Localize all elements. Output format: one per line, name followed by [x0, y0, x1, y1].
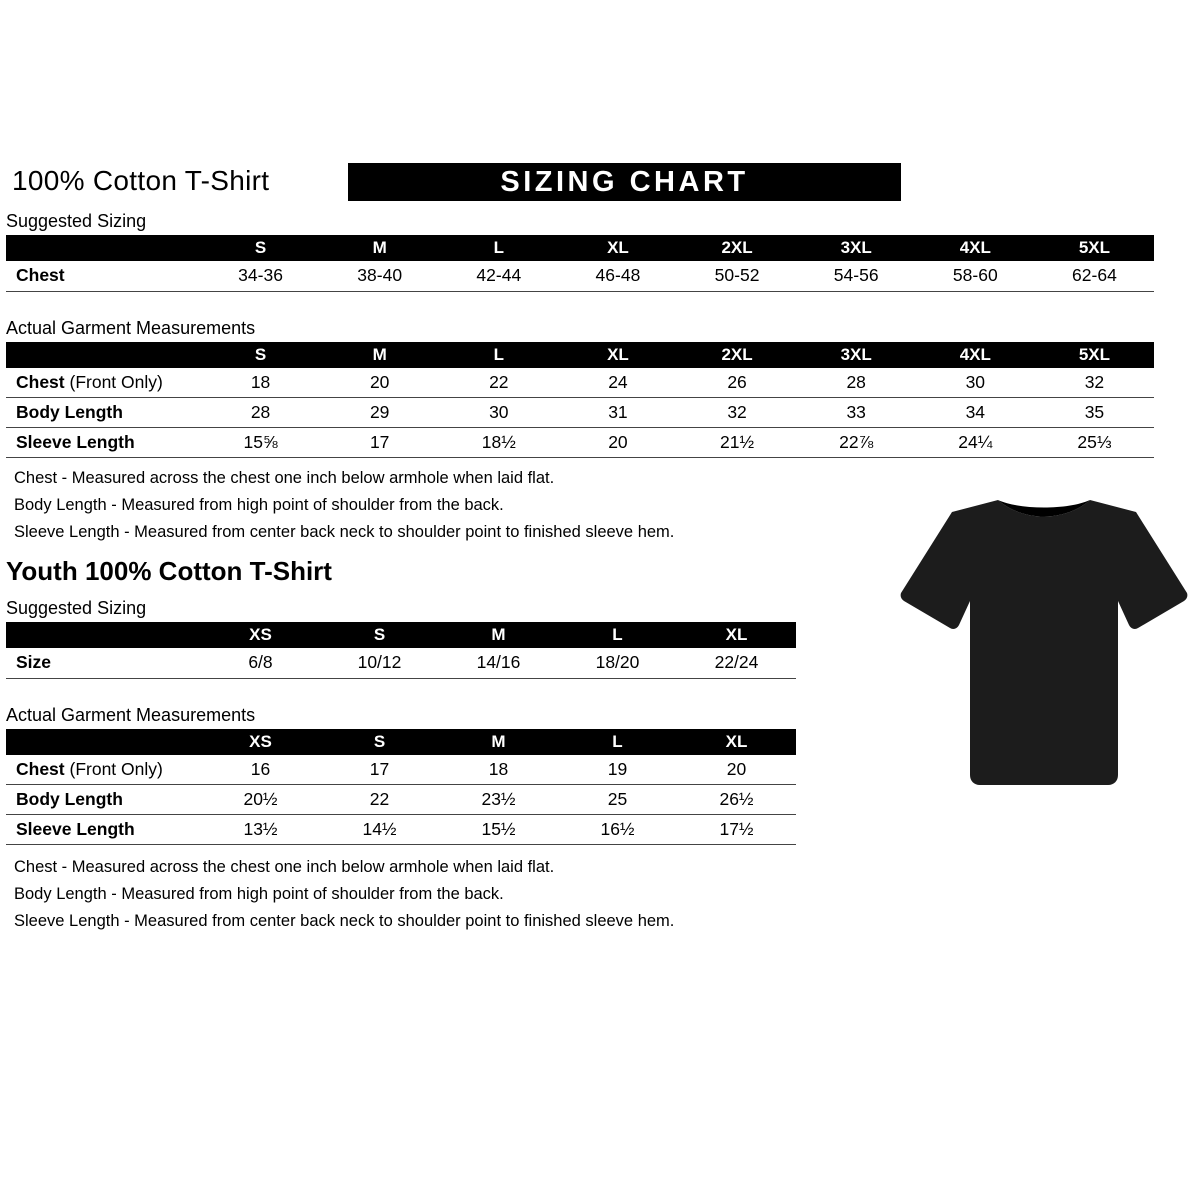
- size-column-header: S: [201, 342, 320, 368]
- table-header-row: [6, 729, 796, 755]
- measurement-cell: 20½: [201, 785, 320, 815]
- measurement-cell: 33: [797, 398, 916, 428]
- measurement-cell: 26½: [677, 785, 796, 815]
- measurement-cell: 32: [678, 398, 797, 428]
- row-label: Sleeve Length: [6, 428, 201, 458]
- youth-garment-measurements-table: [6, 729, 796, 846]
- measurement-cell: 23½: [439, 785, 558, 815]
- measurement-cell: 28: [797, 368, 916, 398]
- measurement-cell: 14½: [320, 815, 439, 845]
- row-label: Chest: [6, 261, 201, 291]
- table-row: [6, 428, 1154, 458]
- size-column-header: L: [439, 235, 558, 261]
- adult-garment-measurements-table: [6, 342, 1154, 459]
- tshirt-body-shape: [901, 500, 1188, 785]
- measurement-cell: 20: [320, 368, 439, 398]
- measurement-cell: 14/16: [439, 648, 558, 678]
- size-column-header: 2XL: [678, 342, 797, 368]
- measurement-cell: 6/8: [201, 648, 320, 678]
- measurement-cell: 26: [678, 368, 797, 398]
- adult-note-sleeve-length: Sleeve Length - Measured from center back neck to shoulder point to finished sleeve hem.: [14, 523, 675, 541]
- measurement-cell: 21½: [678, 428, 797, 458]
- measurement-cell: 58-60: [916, 261, 1035, 291]
- size-column-header: XL: [677, 729, 796, 755]
- size-column-header: M: [439, 729, 558, 755]
- table-row: [6, 368, 1154, 398]
- size-column-header: S: [201, 235, 320, 261]
- youth-note-sleeve-length: Sleeve Length - Measured from center back neck to shoulder point to finished sleeve hem.: [14, 912, 675, 930]
- measurement-cell: 30: [916, 368, 1035, 398]
- table-row: [6, 755, 796, 785]
- table-row: [6, 648, 796, 678]
- adult-suggested-sizing-label: Suggested Sizing: [6, 211, 147, 231]
- size-column-header: XL: [558, 342, 677, 368]
- row-label: Body Length: [6, 785, 201, 815]
- table-header-row: [6, 342, 1154, 368]
- youth-section-title: Youth 100% Cotton T-Shirt: [6, 556, 332, 586]
- measurement-cell: 42-44: [439, 261, 558, 291]
- measurement-cell: 62-64: [1035, 261, 1154, 291]
- row-label: Sleeve Length: [6, 815, 201, 845]
- size-column-header: L: [558, 729, 677, 755]
- measurement-cell: 25⅓: [1035, 428, 1154, 458]
- row-label: Body Length: [6, 398, 201, 428]
- size-column-header: XS: [201, 729, 320, 755]
- youth-measurement-notes: [6, 857, 1154, 931]
- adult-note-chest: Chest - Measured across the chest one inch below armhole when laid flat.: [14, 469, 555, 487]
- measurement-cell: 22: [320, 785, 439, 815]
- measurement-cell: 28: [201, 398, 320, 428]
- size-column-header: S: [320, 729, 439, 755]
- table-header-row: [6, 622, 796, 648]
- youth-garment-measurements-label: Actual Garment Measurements: [6, 704, 256, 725]
- measurement-cell: 34: [916, 398, 1035, 428]
- size-column-header: XL: [677, 622, 796, 648]
- measurement-cell: 18½: [439, 428, 558, 458]
- measurement-cell: 10/12: [320, 648, 439, 678]
- size-column-header: 5XL: [1035, 235, 1154, 261]
- measurement-cell: 38-40: [320, 261, 439, 291]
- measurement-cell: 24: [558, 368, 677, 398]
- measurement-cell: 18: [201, 368, 320, 398]
- table-header-spacer: [6, 235, 201, 261]
- size-column-header: 2XL: [678, 235, 797, 261]
- measurement-cell: 22⅞: [797, 428, 916, 458]
- row-label: Chest (Front Only): [6, 755, 201, 785]
- measurement-cell: 15⅝: [201, 428, 320, 458]
- measurement-cell: 34-36: [201, 261, 320, 291]
- table-row: [6, 261, 1154, 291]
- size-column-header: M: [439, 622, 558, 648]
- adult-suggested-sizing-table: [6, 235, 1154, 292]
- size-column-header: S: [320, 622, 439, 648]
- size-column-header: 4XL: [916, 235, 1035, 261]
- row-label: Size: [6, 648, 201, 678]
- table-header-spacer: [6, 342, 201, 368]
- measurement-cell: 16½: [558, 815, 677, 845]
- size-column-header: XS: [201, 622, 320, 648]
- tshirt-graphic: [898, 478, 1190, 816]
- sizing-chart-banner: [348, 163, 901, 201]
- measurement-cell: 35: [1035, 398, 1154, 428]
- tshirt-image: [898, 478, 1190, 816]
- table-header-row: [6, 235, 1154, 261]
- youth-note-chest: Chest - Measured across the chest one inch below armhole when laid flat.: [14, 858, 555, 876]
- measurement-cell: 13½: [201, 815, 320, 845]
- measurement-cell: 22/24: [677, 648, 796, 678]
- measurement-cell: 16: [201, 755, 320, 785]
- table-row: [6, 815, 796, 845]
- measurement-cell: 31: [558, 398, 677, 428]
- size-column-header: 5XL: [1035, 342, 1154, 368]
- youth-note-body-length: Body Length - Measured from high point of shoulder from the back.: [14, 885, 504, 903]
- measurement-cell: 50-52: [678, 261, 797, 291]
- size-column-header: 3XL: [797, 235, 916, 261]
- measurement-cell: 15½: [439, 815, 558, 845]
- size-column-header: XL: [558, 235, 677, 261]
- table-row: [6, 785, 796, 815]
- measurement-cell: 20: [677, 755, 796, 785]
- table-header-spacer: [6, 622, 201, 648]
- table-header-spacer: [6, 729, 201, 755]
- size-column-header: M: [320, 342, 439, 368]
- youth-suggested-sizing-label: Suggested Sizing: [6, 598, 147, 618]
- adult-note-body-length: Body Length - Measured from high point of shoulder from the back.: [14, 496, 504, 514]
- measurement-cell: 29: [320, 398, 439, 428]
- measurement-cell: 54-56: [797, 261, 916, 291]
- table-row: [6, 398, 1154, 428]
- measurement-cell: 46-48: [558, 261, 677, 291]
- measurement-cell: 30: [439, 398, 558, 428]
- measurement-cell: 17: [320, 428, 439, 458]
- measurement-cell: 24¼: [916, 428, 1035, 458]
- size-column-header: 4XL: [916, 342, 1035, 368]
- page-title: 100% Cotton T-Shirt: [12, 165, 270, 196]
- measurement-cell: 22: [439, 368, 558, 398]
- measurement-cell: 17: [320, 755, 439, 785]
- measurement-cell: 20: [558, 428, 677, 458]
- measurement-cell: 19: [558, 755, 677, 785]
- measurement-cell: 18/20: [558, 648, 677, 678]
- size-column-header: M: [320, 235, 439, 261]
- size-column-header: 3XL: [797, 342, 916, 368]
- measurement-cell: 17½: [677, 815, 796, 845]
- size-column-header: L: [558, 622, 677, 648]
- adult-garment-measurements-label: Actual Garment Measurements: [6, 317, 256, 338]
- size-column-header: L: [439, 342, 558, 368]
- measurement-cell: 18: [439, 755, 558, 785]
- sizing-chart-banner-label: SIZING CHART: [500, 165, 749, 198]
- measurement-cell: 32: [1035, 368, 1154, 398]
- header-row: [6, 163, 1154, 205]
- measurement-cell: 25: [558, 785, 677, 815]
- row-label: Chest (Front Only): [6, 368, 201, 398]
- youth-suggested-sizing-table: [6, 622, 796, 679]
